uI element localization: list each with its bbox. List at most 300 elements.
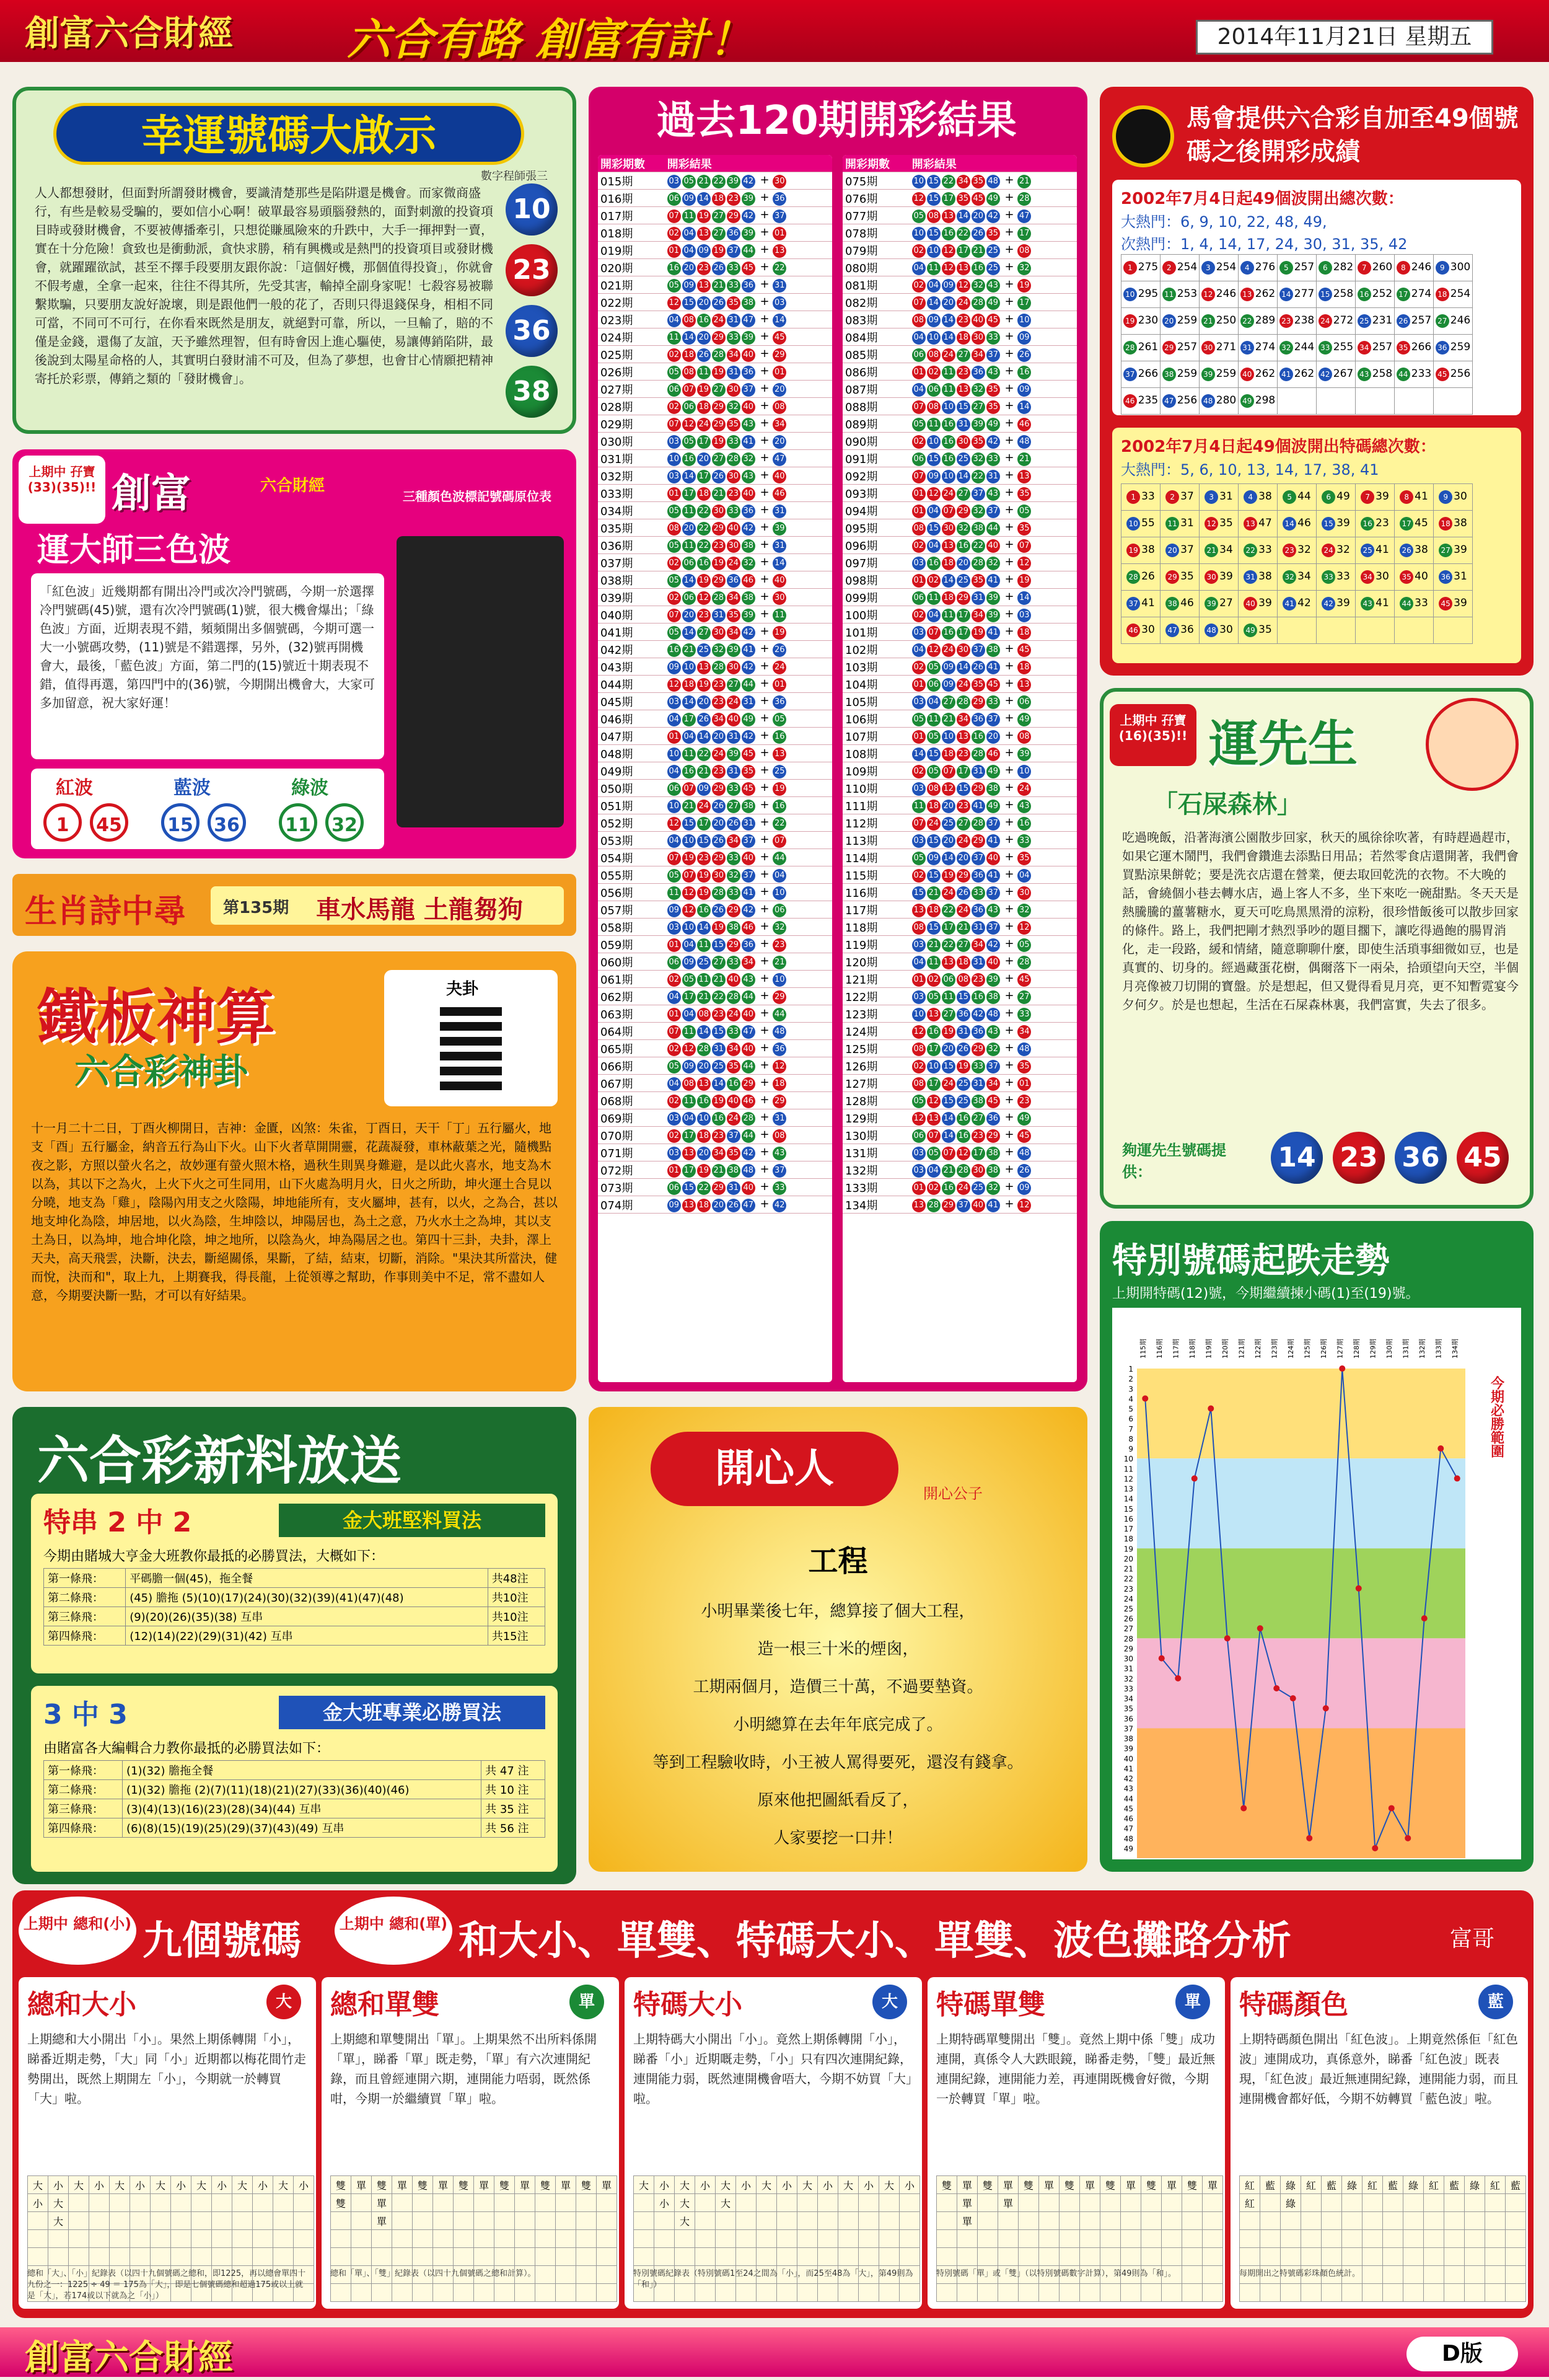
result-row <box>843 710 1077 728</box>
result-row <box>598 502 832 519</box>
analysis-grid-cell <box>757 2230 777 2248</box>
result-ball: 26 <box>697 348 711 362</box>
result-ball: 04 <box>927 695 941 709</box>
analysis-grid-cell <box>1162 2248 1182 2266</box>
analysis-grid-cell <box>1203 2212 1223 2230</box>
result-ball: 35 <box>972 678 985 692</box>
result-balls <box>910 589 1077 606</box>
bet-row <box>44 1799 545 1818</box>
result-ball: 16 <box>697 557 711 570</box>
happy-panel <box>589 1407 1087 1872</box>
result-issue: 107期 <box>843 728 910 745</box>
analysis-grid-cell <box>171 2248 191 2266</box>
result-issue: 037期 <box>598 554 665 571</box>
result-issue: 054期 <box>598 849 665 866</box>
count-grid-row <box>1121 484 1473 511</box>
result-ball: 23 <box>957 314 970 327</box>
analysis-columns <box>19 1977 1527 2309</box>
count-grid-number: 28 <box>1123 341 1137 355</box>
result-row <box>843 1161 1077 1179</box>
count-grid-value: 246 <box>1216 288 1237 300</box>
result-ball: 28 <box>712 591 726 605</box>
result-balls <box>665 1023 832 1040</box>
result-ball: 48 <box>986 175 1000 188</box>
result-special: 08 <box>1017 730 1031 744</box>
result-issue: 069期 <box>598 1109 665 1127</box>
analysis-grid-cell: 小 <box>736 2176 757 2194</box>
count-grid-number: 19 <box>1123 314 1137 328</box>
analysis-grid-cell <box>1383 2230 1403 2248</box>
result-special: 32 <box>773 921 786 935</box>
result-special: 18 <box>1017 626 1031 640</box>
result-row <box>598 1127 832 1144</box>
result-ball: 12 <box>667 817 681 831</box>
result-balls <box>910 294 1077 311</box>
trend-tick-label: 4 <box>1128 1395 1133 1404</box>
analysis-tag-1: 上期中 總和(小) <box>19 1897 136 1965</box>
trend-tick-label: 30 <box>1123 1654 1133 1664</box>
result-balls <box>665 1144 832 1161</box>
result-ball: 42 <box>972 1008 985 1021</box>
plus-sign: + <box>1001 659 1018 672</box>
count-grid-cell <box>1395 335 1434 361</box>
count-grid-cell <box>1395 308 1434 335</box>
result-ball: 22 <box>942 175 955 188</box>
result-ball: 20 <box>682 262 696 275</box>
result-ball: 30 <box>712 505 726 518</box>
result-ball: 07 <box>682 869 696 883</box>
result-issue: 044期 <box>598 676 665 693</box>
footer-logo: 創富六合財經 <box>25 2338 233 2378</box>
result-balls <box>665 259 832 276</box>
result-ball: 21 <box>972 244 985 258</box>
analysis-grid-cell <box>1182 2212 1203 2230</box>
result-row <box>598 1179 832 1196</box>
analysis-grid-cell: 綠 <box>1465 2176 1485 2194</box>
result-ball: 06 <box>912 452 926 466</box>
total-hot-numbers: 6, 9, 10, 22, 48, 49, <box>1180 213 1327 231</box>
analysis-grid-cell <box>535 2230 556 2248</box>
result-ball: 42 <box>742 904 755 917</box>
count-grid-cell <box>1239 484 1278 511</box>
result-ball: 13 <box>942 539 955 553</box>
analysis-grid-cell: 綠 <box>1342 2176 1363 2194</box>
result-special: 29 <box>773 1095 786 1108</box>
analysis-grid-cell <box>1403 2248 1424 2266</box>
analysis-grid-cell <box>1060 2230 1080 2248</box>
result-special: 14 <box>1017 591 1031 605</box>
result-ball: 43 <box>986 487 1000 501</box>
plus-sign: + <box>756 1197 773 1210</box>
result-ball: 25 <box>942 817 955 831</box>
result-ball: 02 <box>912 765 926 778</box>
trend-tick-label: 14 <box>1123 1494 1133 1504</box>
analysis-grid-cell <box>797 2212 818 2230</box>
trend-tick-label: 21 <box>1123 1564 1133 1574</box>
happy-title: 開心人 <box>651 1432 898 1506</box>
bet-cell: 共 35 注 <box>481 1799 545 1818</box>
result-special: 26 <box>1017 1164 1031 1178</box>
total-hot-label: 大熱門： <box>1121 213 1180 231</box>
result-row <box>598 363 832 381</box>
analysis-grid-cell <box>1465 2194 1485 2212</box>
count-grid-number: 48 <box>1205 624 1218 637</box>
count-grid-number: 3 <box>1205 490 1218 504</box>
header-logo: 創富六合財經 <box>25 14 233 54</box>
analysis-grid-cell <box>494 2230 515 2248</box>
result-special: 20 <box>773 383 786 397</box>
result-ball: 16 <box>942 418 955 431</box>
trend-issue-label: 120期 <box>1221 1339 1229 1359</box>
s1-tag: 金大班堅料買法 <box>279 1504 545 1537</box>
result-row <box>843 381 1077 398</box>
count-grid-cell <box>1434 564 1473 591</box>
analysis-grid-cell <box>89 2230 110 2248</box>
result-special: 37 <box>773 209 786 223</box>
results-header-issue: 開彩期數 <box>843 155 910 172</box>
result-ball: 08 <box>927 348 941 362</box>
result-ball: 29 <box>712 331 726 345</box>
result-issue: 119期 <box>843 936 910 953</box>
result-ball: 40 <box>727 1095 740 1108</box>
mr-luck-label: 夠運先生號碼提供： <box>1122 1142 1226 1181</box>
trend-issue-label: 127期 <box>1336 1339 1345 1359</box>
analysis-grid-cell <box>695 2212 716 2230</box>
result-ball: 49 <box>986 192 1000 206</box>
result-balls <box>910 762 1077 780</box>
plus-sign: + <box>756 989 773 1002</box>
result-ball: 37 <box>742 383 755 397</box>
result-ball: 07 <box>682 383 696 397</box>
result-special: 47 <box>773 452 786 466</box>
count-grid-value: 33 <box>1415 597 1428 609</box>
count-grid-cell <box>1200 564 1239 591</box>
result-issue: 041期 <box>598 624 665 641</box>
analysis-grid-cell <box>1100 2212 1121 2230</box>
analysis-grid-cell: 小 <box>777 2176 797 2194</box>
analysis-grid-cell <box>1383 2212 1403 2230</box>
analysis-grid-cell <box>1060 2248 1080 2266</box>
count-grid-cell <box>1161 361 1200 388</box>
bet-cell: 共48注 <box>488 1569 545 1588</box>
result-ball: 12 <box>682 418 696 431</box>
result-balls <box>910 502 1077 519</box>
result-special: 04 <box>1017 869 1031 883</box>
result-ball: 45 <box>986 678 1000 692</box>
count-grid-number: 46 <box>1126 624 1140 637</box>
plus-sign: + <box>1001 503 1018 516</box>
count-grid-cell <box>1317 511 1356 537</box>
result-ball: 42 <box>742 1147 755 1160</box>
trend-issue-label: 130期 <box>1385 1339 1393 1359</box>
analysis-grid-cell <box>1363 2248 1383 2266</box>
result-ball: 22 <box>697 505 711 518</box>
result-row <box>598 433 832 450</box>
result-ball: 19 <box>712 366 726 379</box>
result-row <box>843 1127 1077 1144</box>
result-ball: 21 <box>712 1164 726 1178</box>
result-ball: 33 <box>727 956 740 969</box>
result-issue: 126期 <box>843 1057 910 1075</box>
analysis-grid-cell <box>937 2212 957 2230</box>
result-row <box>598 849 832 866</box>
bet-row <box>44 1626 545 1646</box>
analysis-grid-cell <box>413 2212 433 2230</box>
count-grid-cell <box>1278 388 1317 415</box>
count-grid-value: 271 <box>1216 341 1237 353</box>
result-ball: 35 <box>727 1060 740 1073</box>
count-grid-value: 280 <box>1216 394 1237 407</box>
analysis-grid-cell <box>413 2248 433 2266</box>
count-grid-number: 26 <box>1400 544 1413 557</box>
analysis-note: 每期開出之特號碼彩珠顏色統計。 <box>1239 2269 1361 2278</box>
result-issue: 077期 <box>843 207 910 224</box>
analysis-column-title: 特碼顏色 <box>1239 1989 1348 2021</box>
result-row <box>843 294 1077 311</box>
result-ball: 17 <box>682 1129 696 1143</box>
plus-sign: + <box>1001 572 1018 586</box>
result-ball: 20 <box>697 1147 711 1160</box>
result-ball: 42 <box>986 938 1000 952</box>
result-row <box>598 762 832 780</box>
result-special: 45 <box>773 331 786 345</box>
result-issue: 116期 <box>843 884 910 901</box>
result-special: 06 <box>1017 695 1031 709</box>
count-grid-number: 41 <box>1283 597 1296 610</box>
result-row <box>598 1040 832 1057</box>
analysis-grid-cell <box>1506 2248 1526 2266</box>
plus-sign: + <box>756 364 773 377</box>
trend-tick-label: 28 <box>1123 1634 1133 1644</box>
analysis-grid-cell <box>859 2194 879 2212</box>
result-issue: 123期 <box>843 1005 910 1023</box>
trend-tick-label: 25 <box>1123 1605 1133 1613</box>
result-ball: 36 <box>742 505 755 518</box>
count-grid-cell <box>1278 591 1317 617</box>
result-ball: 14 <box>942 331 955 345</box>
result-ball: 10 <box>697 1112 711 1126</box>
result-special: 32 <box>1017 262 1031 275</box>
analysis-grid-cell <box>191 2248 212 2266</box>
result-ball: 40 <box>986 956 1000 969</box>
result-balls <box>665 363 832 381</box>
result-balls <box>910 415 1077 433</box>
result-ball: 10 <box>912 175 926 188</box>
count-grid-cell <box>1434 281 1473 308</box>
result-special: 07 <box>1017 539 1031 553</box>
result-special: 16 <box>1017 366 1031 379</box>
result-ball: 17 <box>682 990 696 1004</box>
count-grid-number: 2 <box>1165 490 1179 504</box>
count-grid-value: 262 <box>1255 288 1276 300</box>
result-ball: 38 <box>986 1147 1000 1160</box>
result-ball: 26 <box>712 904 726 917</box>
result-ball: 16 <box>972 262 985 275</box>
result-balls <box>910 1040 1077 1057</box>
count-grid-number: 45 <box>1439 597 1452 610</box>
result-ball: 26 <box>972 227 985 240</box>
result-special: 19 <box>1017 279 1031 293</box>
plus-sign: + <box>1001 260 1018 273</box>
analysis-grid-cell <box>232 2248 253 2266</box>
results-header-result: 開彩結果 <box>910 155 1077 172</box>
result-ball: 03 <box>667 921 681 935</box>
result-special: 16 <box>773 730 786 744</box>
result-ball: 12 <box>682 904 696 917</box>
analysis-title-b: 和大小、單雙、特碼大小、單雙、波色攤路分析 <box>459 1918 1291 1964</box>
color-wave-brand: 創富 <box>112 471 191 517</box>
result-ball: 36 <box>957 1008 970 1021</box>
result-row <box>843 1057 1077 1075</box>
result-ball: 04 <box>667 1077 681 1091</box>
result-ball: 03 <box>667 175 681 188</box>
result-row <box>843 762 1077 780</box>
result-ball: 07 <box>667 609 681 622</box>
plus-sign: + <box>1001 1197 1018 1210</box>
result-ball: 38 <box>986 782 1000 796</box>
result-issue: 048期 <box>598 745 665 762</box>
analysis-column-title: 總和單雙 <box>330 1989 439 2021</box>
result-ball: 26 <box>972 661 985 674</box>
result-row <box>843 485 1077 502</box>
result-balls <box>665 624 832 641</box>
plus-sign: + <box>1001 694 1018 707</box>
result-row <box>598 1005 832 1023</box>
result-ball: 16 <box>667 643 681 657</box>
result-balls <box>665 1057 832 1075</box>
count-grid-cell <box>1161 564 1200 591</box>
result-ball: 19 <box>697 383 711 397</box>
result-ball: 39 <box>727 747 740 761</box>
result-issue: 082期 <box>843 294 910 311</box>
result-ball: 18 <box>942 591 955 605</box>
analysis-grid-row <box>331 2230 617 2248</box>
count-grid-value: 39 <box>1454 544 1467 556</box>
analysis-grid-cell <box>110 2248 130 2266</box>
result-ball: 32 <box>727 869 740 883</box>
result-special: 09 <box>1017 331 1031 345</box>
bet-row <box>44 1818 545 1838</box>
count-grid-value: 233 <box>1411 368 1432 380</box>
result-ball: 05 <box>667 1060 681 1073</box>
result-ball: 17 <box>927 1042 941 1056</box>
count-grid-number: 4 <box>1240 261 1254 275</box>
result-ball: 19 <box>682 852 696 865</box>
result-issue: 020期 <box>598 259 665 276</box>
total-count-grid <box>1121 254 1473 415</box>
count-grid-cell <box>1434 388 1473 415</box>
result-special: 35 <box>1017 522 1031 536</box>
result-ball: 10 <box>927 244 941 258</box>
result-ball: 03 <box>667 470 681 483</box>
result-ball: 43 <box>986 1025 1000 1039</box>
result-ball: 03 <box>912 938 926 952</box>
count-grid-number: 11 <box>1162 288 1176 301</box>
result-ball: 34 <box>727 834 740 848</box>
result-ball: 16 <box>942 452 955 466</box>
result-balls <box>910 1161 1077 1179</box>
result-ball: 02 <box>667 557 681 570</box>
trend-issue-label: 132期 <box>1418 1339 1426 1359</box>
result-special: 44 <box>773 852 786 865</box>
result-balls <box>665 1196 832 1214</box>
result-ball: 45 <box>742 262 755 275</box>
result-issue: 051期 <box>598 797 665 814</box>
analysis-grid-cell <box>1141 2194 1162 2212</box>
trend-issue-label: 124期 <box>1286 1339 1295 1359</box>
result-ball: 40 <box>986 852 1000 865</box>
result-ball: 32 <box>972 505 985 518</box>
result-ball: 29 <box>742 1077 755 1091</box>
result-ball: 13 <box>942 956 955 969</box>
analysis-column-text: 上期特碼單雙開出「雙」。竟然上期中係「雙」成功連開，真係令人大跌眼鏡，睇番走勢，「雙」最近無連開紀錄，連開能力差，再連開既機會好微，今期一於轉買「單」啦。 <box>936 2032 1215 2106</box>
result-ball: 31 <box>957 1025 970 1039</box>
result-ball: 12 <box>942 782 955 796</box>
iron-board-gua: 夬卦 <box>446 980 479 998</box>
analysis-grid-cell <box>998 2212 1019 2230</box>
plus-sign: + <box>756 815 773 829</box>
happy-line: 等到工程驗收時，小王被人罵得要死，還沒有錢拿。 <box>652 1753 1024 1772</box>
plus-sign: + <box>756 659 773 672</box>
result-ball: 24 <box>727 1112 740 1126</box>
result-ball: 16 <box>957 1112 970 1126</box>
result-ball: 26 <box>712 834 726 848</box>
result-ball: 14 <box>697 1025 711 1039</box>
result-ball: 41 <box>986 574 1000 588</box>
count-grid-cell <box>1239 388 1278 415</box>
analysis-grid-cell: 綠 <box>1281 2194 1301 2212</box>
count-grid-number: 8 <box>1400 490 1413 504</box>
analysis-grid-cell <box>1019 2194 1039 2212</box>
result-balls <box>910 936 1077 953</box>
count-grid-value: 27 <box>1219 597 1233 609</box>
result-ball: 17 <box>972 1147 985 1160</box>
count-grid-value: 41 <box>1141 597 1155 609</box>
plus-sign: + <box>1001 242 1018 256</box>
count-grid-number: 34 <box>1361 570 1374 584</box>
plus-sign: + <box>1001 190 1018 204</box>
trend-tick-label: 23 <box>1123 1584 1133 1593</box>
plus-sign: + <box>756 902 773 915</box>
count-grid-number: 12 <box>1201 288 1215 301</box>
result-issue: 019期 <box>598 242 665 259</box>
result-issue: 026期 <box>598 363 665 381</box>
result-ball: 30 <box>942 522 955 536</box>
result-ball: 06 <box>682 591 696 605</box>
trend-issue-label: 134期 <box>1450 1339 1459 1359</box>
result-ball: 44 <box>742 244 755 258</box>
result-ball: 06 <box>667 383 681 397</box>
analysis-grid-cell <box>1182 2230 1203 2248</box>
count-grid-cell <box>1356 617 1395 644</box>
trend-tick-label: 2 <box>1128 1375 1133 1384</box>
count-grid-number: 9 <box>1439 490 1452 504</box>
analysis-grid-cell <box>433 2212 454 2230</box>
result-ball: 31 <box>972 765 985 778</box>
total-next-row <box>1121 232 1407 253</box>
count-grid-cell <box>1395 537 1434 564</box>
result-row <box>598 971 832 988</box>
analysis-grid-cell <box>110 2230 130 2248</box>
result-special: 48 <box>1017 1147 1031 1160</box>
analysis-grid-cell: 大 <box>675 2176 695 2194</box>
result-ball: 28 <box>957 1164 970 1178</box>
result-ball: 06 <box>912 591 926 605</box>
result-ball: 41 <box>742 435 755 449</box>
result-ball: 32 <box>742 452 755 466</box>
result-row <box>843 624 1077 641</box>
plus-sign: + <box>756 589 773 603</box>
